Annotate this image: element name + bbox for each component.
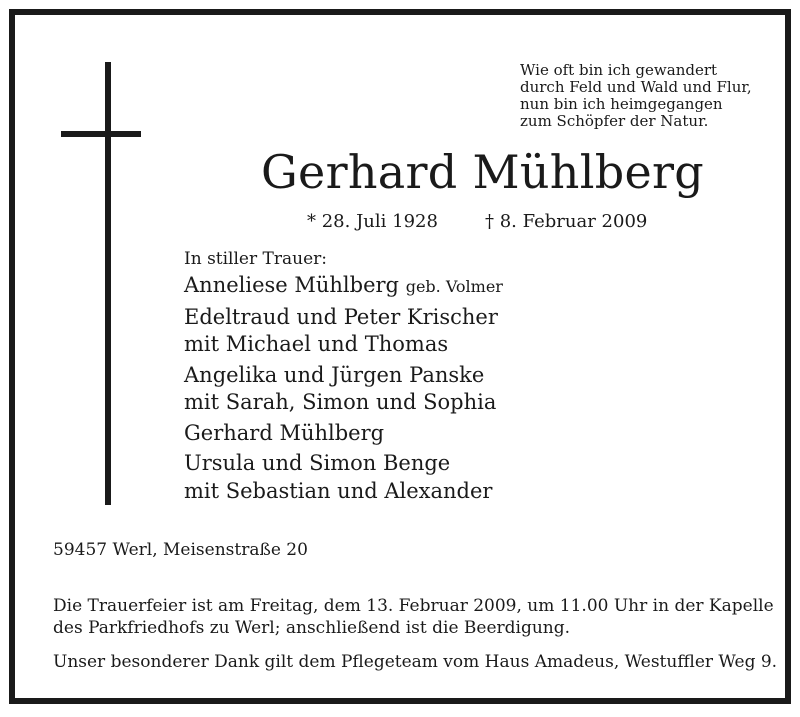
funeral-notice (53, 595, 783, 639)
mourner-children: mit Sarah, Simon und Sophia (184, 390, 497, 414)
mourner-group (184, 420, 503, 448)
mourner-group (184, 304, 503, 359)
poem (520, 62, 752, 130)
address: 59457 Werl, Meisenstraße 20 (53, 540, 308, 560)
mourner-name: Edeltraud und Peter Krischer (184, 304, 498, 329)
deceased-name: Gerhard Mühlberg (261, 145, 705, 199)
cross-horizontal-bar (61, 131, 141, 137)
birth-date: * 28. Juli 1928 (307, 211, 438, 232)
mourners-list (184, 272, 503, 508)
poem-line: durch Feld und Wald und Flur, (520, 78, 752, 96)
cross-vertical-bar (105, 62, 111, 505)
poem-line: zum Schöpfer der Natur. (520, 112, 709, 130)
poem-line: nun bin ich heimgegangen (520, 95, 723, 113)
mourner-children: mit Sebastian und Alexander (184, 478, 493, 503)
mourner-name: Ursula und Simon Benge (184, 451, 451, 475)
poem-line: Wie oft bin ich gewandert (520, 61, 718, 79)
obituary-content (23, 23, 777, 690)
thanks-note: Unser besonderer Dank gilt dem Pflegeteam vom Haus Amadeus, Westuffler Weg 9. (53, 652, 778, 672)
funeral-notice-line: des Parkfriedhofs zu Werl; anschließend ist die Beerdigung. (53, 618, 571, 638)
mourning-intro: In stiller Trauer: (184, 249, 327, 269)
mourner-group (184, 450, 503, 505)
mourner-maiden-name: geb. Volmer (405, 277, 503, 296)
mourner-name: Angelika und Jürgen Panske (184, 362, 485, 387)
mourner-children: mit Michael und Thomas (184, 332, 449, 356)
mourner-group (184, 272, 503, 301)
mourner-name: Anneliese Mühlberg (184, 273, 400, 297)
death-date: † 8. Februar 2009 (485, 211, 648, 232)
funeral-notice-line: Die Trauerfeier ist am Freitag, dem 13. Februar 2009, um 11.00 Uhr in der Kapelle (53, 596, 774, 616)
mourner-group (184, 362, 503, 417)
obituary-frame (9, 9, 791, 704)
mourner-name: Gerhard Mühlberg (184, 420, 385, 445)
